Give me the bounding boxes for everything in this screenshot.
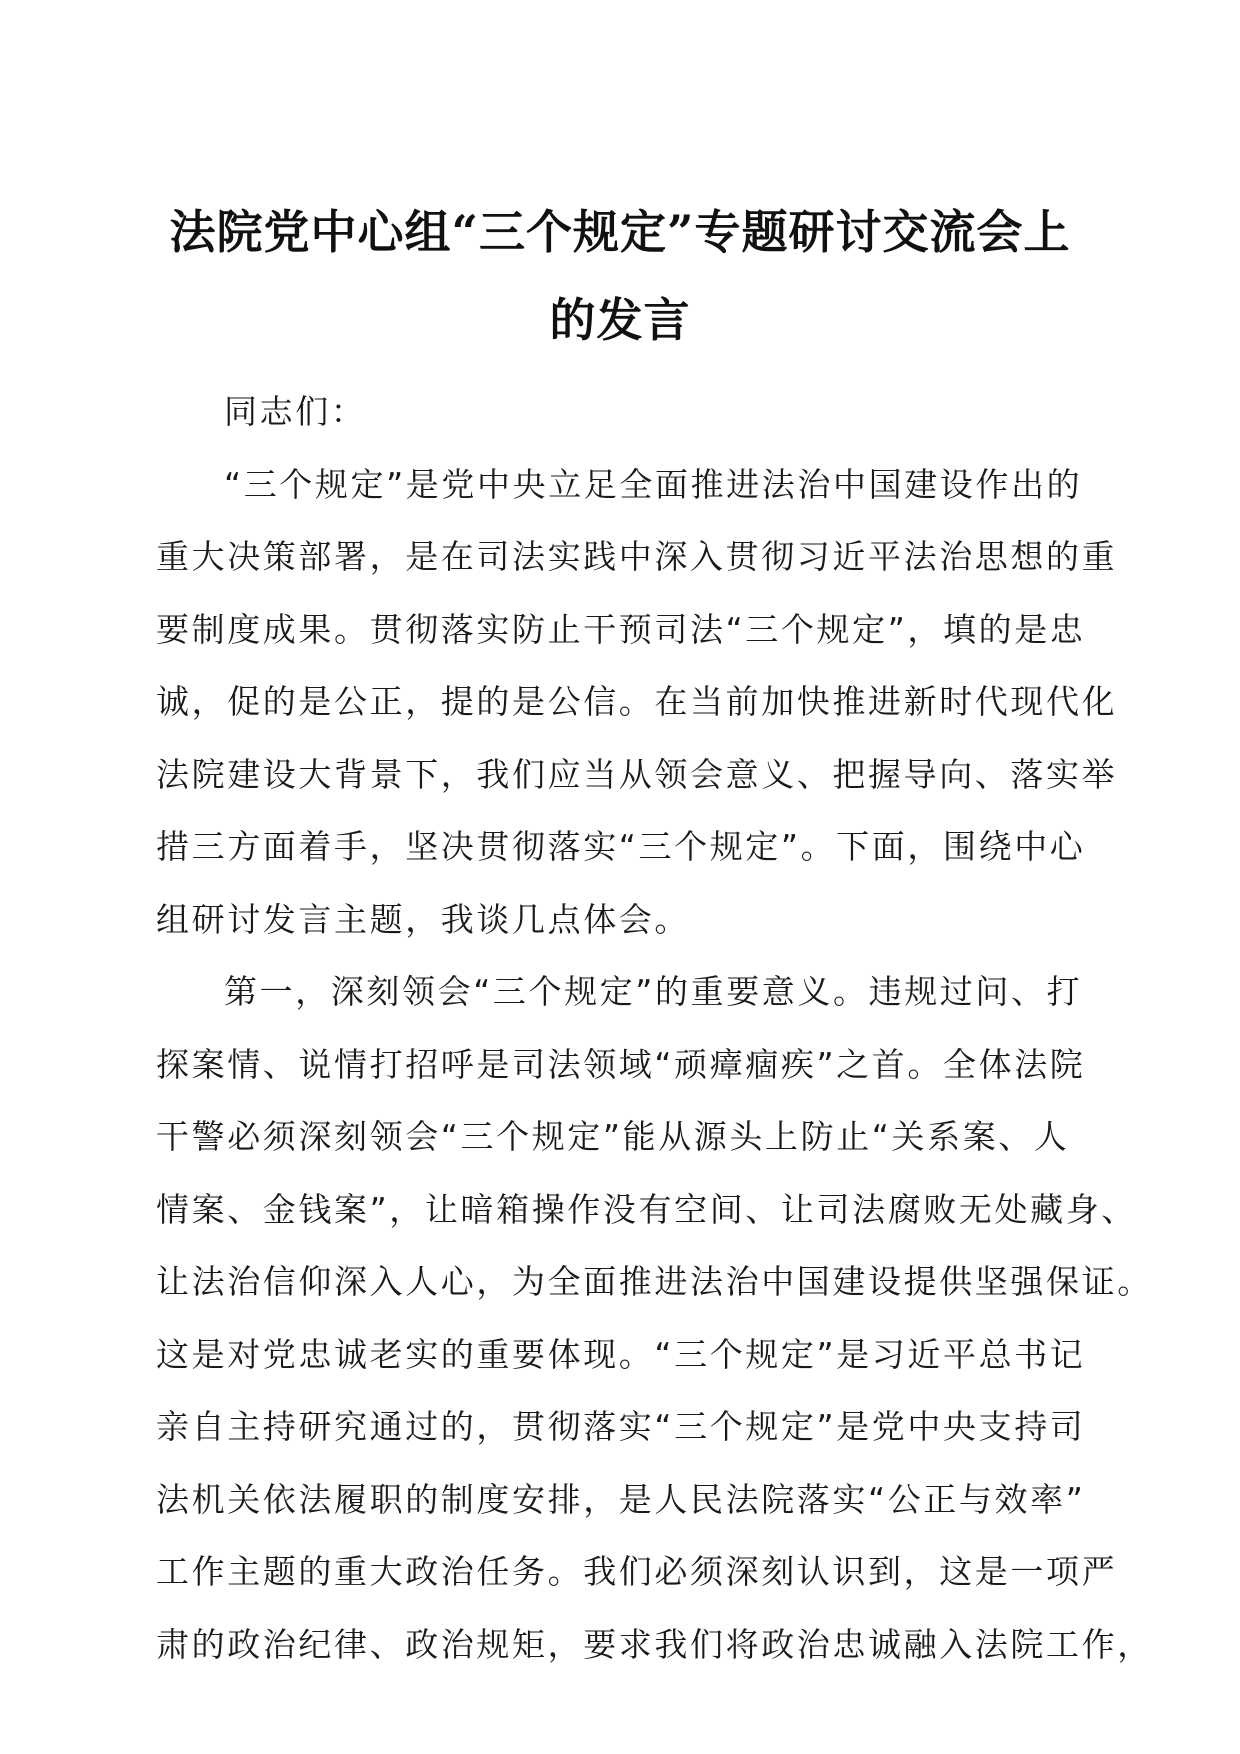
paragraph-line: 探案情、说情打招呼是司法领域“顽瘴痼疾”之首。全体法院 bbox=[156, 1044, 1086, 1084]
paragraph-line: 工作主题的重大政治任务。我们必须深刻认识到，这是一项严 bbox=[156, 1552, 1118, 1591]
paragraph-line: 要制度成果。贯彻落实防止干预司法“三个规定”，填的是忠 bbox=[156, 609, 1086, 649]
paragraph-line: 组研讨发言主题，我谈几点体会。 bbox=[156, 899, 690, 939]
paragraph-line: 措三方面着手，坚决贯彻落实“三个规定”。下面，围绕中心 bbox=[156, 827, 1086, 866]
paragraph-line: 法院建设大背景下，我们应当从领会意义、把握导向、落实举 bbox=[156, 754, 1118, 794]
paragraph-line: 肃的政治纪律、政治规矩，要求我们将政治忠诚融入法院工作， bbox=[156, 1624, 1153, 1664]
document-body bbox=[156, 376, 1153, 1681]
paragraph-line: 第一，深刻领会“三个规定”的重要意义。违规过问、打 bbox=[224, 972, 1083, 1011]
paragraph-line: 重大决策部署，是在司法实践中深入贯彻习近平法治思想的重 bbox=[156, 537, 1118, 576]
salutation: 同志们： bbox=[224, 392, 367, 431]
paragraph-line: “三个规定”是党中央立足全面推进法治中国建设作出的 bbox=[224, 464, 1083, 504]
title-line-2: 的发言 bbox=[549, 293, 691, 347]
paragraph-line: 情案、金钱案”，让暗箱操作没有空间、让司法腐败无处藏身、 bbox=[156, 1189, 1137, 1229]
paragraph-first-point bbox=[156, 956, 1153, 1681]
paragraph-line: 诚，促的是公正，提的是公信。在当前加快推进新时代现代化 bbox=[156, 682, 1118, 721]
paragraph-line: 亲自主持研究通过的，贯彻落实“三个规定”是党中央支持司 bbox=[156, 1407, 1086, 1446]
document-title bbox=[140, 188, 1100, 364]
salutation-paragraph bbox=[156, 376, 1096, 449]
paragraph-line: 这是对党忠诚老实的重要体现。“三个规定”是习近平总书记 bbox=[156, 1334, 1086, 1374]
paragraph-intro bbox=[156, 449, 1118, 957]
paragraph-line: 干警必须深刻领会“三个规定”能从源头上防止“关系案、人 bbox=[156, 1117, 1070, 1156]
title-line-1: 法院党中心组“三个规定”专题研讨交流会上 bbox=[169, 205, 1071, 259]
paragraph-line: 法机关依法履职的制度安排，是人民法院落实“公正与效率” bbox=[156, 1479, 1086, 1519]
paragraph-line: 让法治信仰深入人心，为全面推进法治中国建设提供坚强保证。 bbox=[156, 1262, 1153, 1301]
